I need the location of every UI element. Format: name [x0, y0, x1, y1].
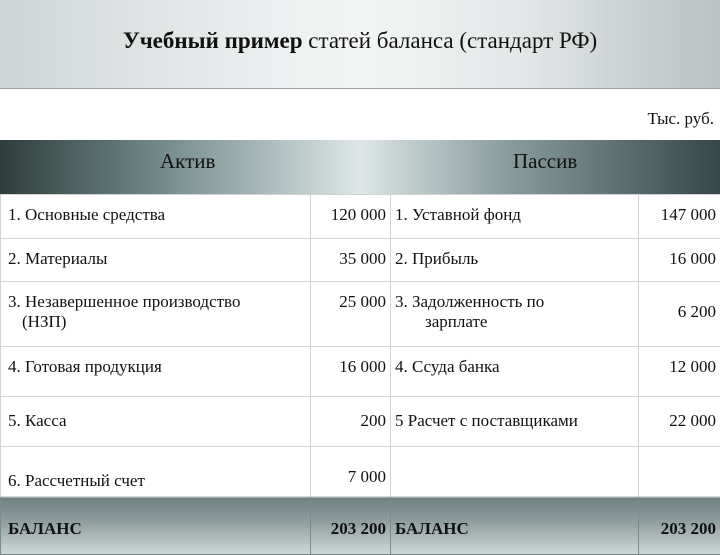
liability-name: 3. Задолженность по зарплате	[391, 282, 639, 347]
liability-value	[639, 447, 720, 497]
balance-table	[0, 194, 720, 555]
table-row	[1, 397, 720, 447]
asset-value: 16 000	[311, 347, 391, 397]
table-row	[1, 195, 720, 239]
table-header	[0, 140, 720, 194]
assets-header: Актив	[160, 149, 215, 174]
liability-name: 1. Уставной фонд	[391, 195, 639, 239]
liability-value: 16 000	[639, 239, 720, 282]
asset-name: 3. Незавершенное производство (НЗП)	[1, 282, 311, 347]
asset-value: 35 000	[311, 239, 391, 282]
liability-total-value: 203 200	[639, 497, 720, 555]
units-band	[0, 88, 720, 141]
asset-total-value: 203 200	[311, 497, 391, 555]
liability-name	[391, 447, 639, 497]
liability-value: 12 000	[639, 347, 720, 397]
liability-value: 22 000	[639, 397, 720, 447]
units-label: Тыс. руб.	[648, 109, 714, 129]
title-bold-part: Учебный пример	[123, 28, 303, 53]
asset-value: 200	[311, 397, 391, 447]
asset-value: 7 000	[311, 447, 391, 497]
asset-name: 2. Материалы	[1, 239, 311, 282]
asset-total-label: БАЛАНС	[1, 497, 311, 555]
table-row	[1, 347, 720, 397]
asset-name: 5. Касса	[1, 397, 311, 447]
total-row	[1, 497, 720, 555]
liability-name: 2. Прибыль	[391, 239, 639, 282]
table-row	[1, 239, 720, 282]
liability-name: 4. Ссуда банка	[391, 347, 639, 397]
asset-name-cont: (НЗП)	[8, 312, 310, 332]
liability-total-label: БАЛАНС	[391, 497, 639, 555]
liability-name-cont: зарплате	[395, 312, 638, 332]
liability-name: 5 Расчет с поставщиками	[391, 397, 639, 447]
table-row	[1, 282, 720, 347]
asset-name: 4. Готовая продукция	[1, 347, 311, 397]
liability-value: 147 000	[639, 195, 720, 239]
title-rest: статей баланса (стандарт РФ)	[303, 28, 598, 53]
asset-name: 1. Основные средства	[1, 195, 311, 239]
title-band	[0, 0, 720, 88]
asset-name: 6. Рассчетный счет	[1, 447, 311, 497]
liability-value: 6 200	[639, 282, 720, 347]
asset-value: 25 000	[311, 282, 391, 347]
liabilities-header: Пассив	[513, 149, 577, 174]
asset-value: 120 000	[311, 195, 391, 239]
table-row	[1, 447, 720, 497]
slide-title	[123, 28, 597, 54]
